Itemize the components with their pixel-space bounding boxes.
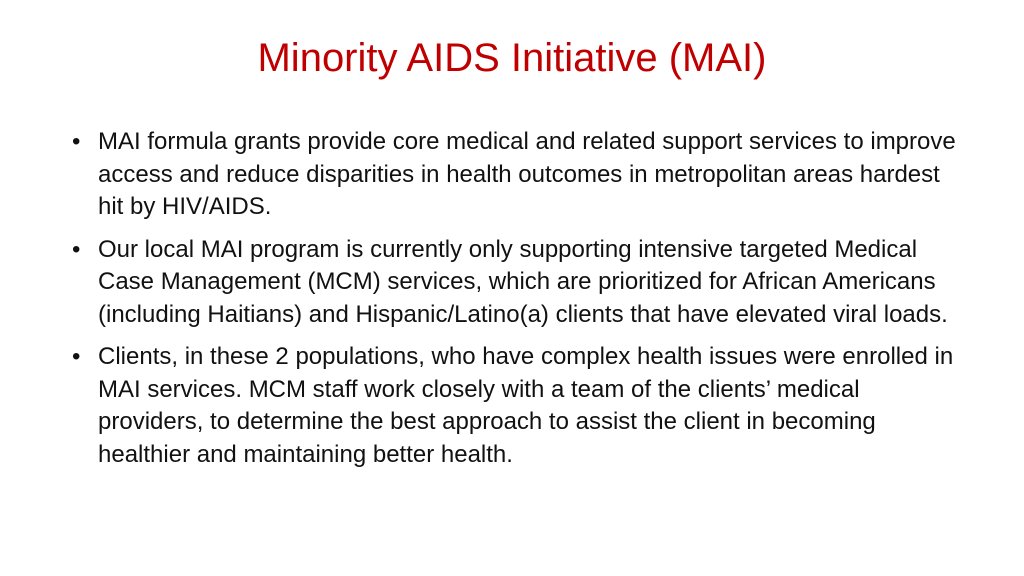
slide-title: Minority AIDS Initiative (MAI) [257,36,767,80]
bullet-dot-icon: • [72,235,81,263]
bullet-text: Our local MAI program is currently only supporting intensive targeted Medical Case Management (MCM) services, which are prioritized for African Americans (including Haitians) and Hispanic/Latino(a) clients that have elevated viral loads. [98,235,948,328]
bullet-text: MAI formula grants provide core medical and related support services to improve access and reduce disparities in health outcomes in metropolitan areas hardest hit by HIV/AIDS. [98,128,956,220]
bullet-list [70,126,960,481]
bullet-item [70,234,960,332]
bullet-dot-icon: • [72,128,81,155]
bullet-dot-icon: • [72,343,81,370]
bullet-item [70,341,960,471]
bullet-text: Clients, in these 2 populations, who have complex health issues were enrolled in MAI services. MCM staff work closely with a team of the clients’ medical providers, to determine the best approach to assist the client in becoming healthier and maintaining better health. [98,343,954,468]
bullet-item [70,126,960,224]
